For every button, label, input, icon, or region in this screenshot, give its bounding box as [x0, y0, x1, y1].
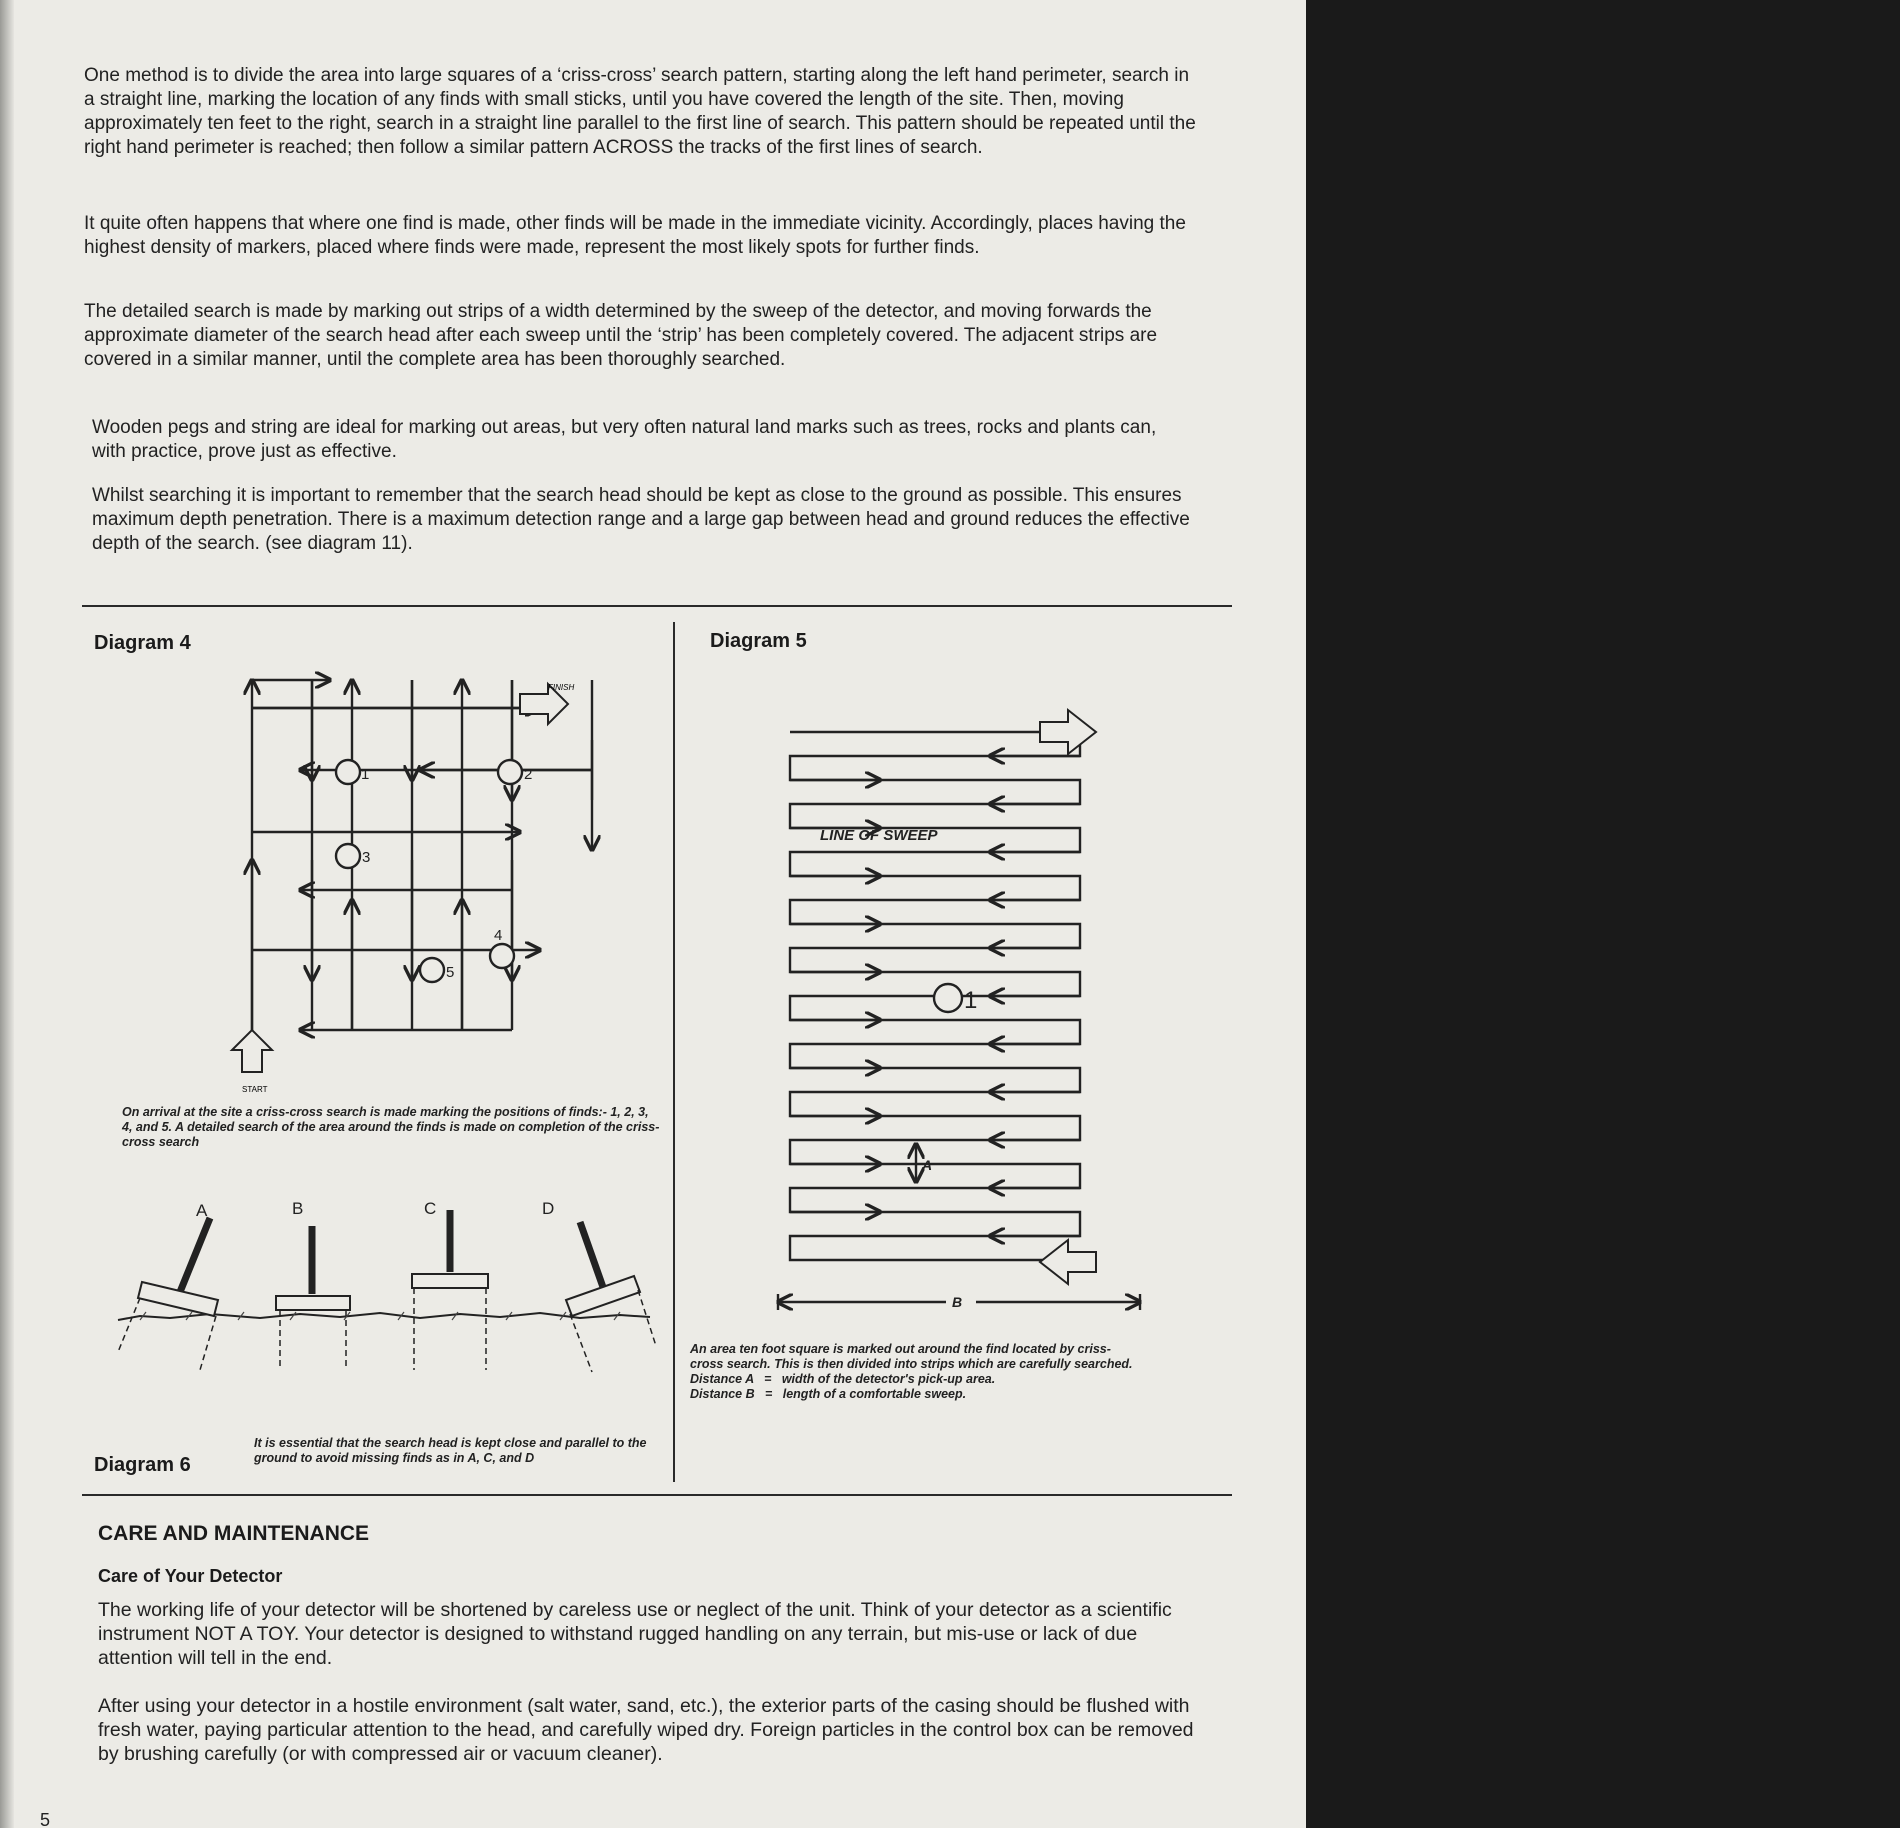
- diagram-5-label: Diagram 5: [710, 630, 807, 652]
- diagram-6-label: Diagram 6: [94, 1454, 191, 1476]
- distance-b-label: B: [952, 1294, 963, 1310]
- find-label-3: 3: [362, 849, 371, 866]
- diagram-5-caption-line: Distance A = width of the detector's pick-up area.: [690, 1372, 996, 1386]
- find-label-2: 2: [524, 766, 533, 783]
- paragraph-search-head-height: Whilst searching it is important to remember that the search head should be kept as close to the ground as possible. This ensures maximum depth penetration. There is a maximum detection range and a large gap between head and ground reduces the effective depth of the search. (see diagram 11).: [92, 485, 1190, 554]
- paragraph-marking-out: Wooden pegs and string are ideal for marking out areas, but very often natural land marks such as trees, rocks and plants can, with practice, prove just as effective.: [92, 417, 1157, 462]
- page-number: 5: [40, 1810, 51, 1828]
- find-label-1: 1: [361, 766, 370, 783]
- find-label-4: 4: [494, 927, 503, 944]
- finish-label: FINISH: [548, 683, 575, 692]
- detector-d: [566, 1222, 656, 1372]
- subsection-heading: Care of Your Detector: [98, 1566, 283, 1586]
- detector-a: [118, 1218, 218, 1370]
- diagram-5-find-label: 1: [964, 987, 978, 1014]
- paragraph-detailed-search: The detailed search is made by marking out strips of a width determined by the sweep of the detector, and moving forwards the approximate diameter of the search head after each sweep until the ‘strip’ has been completely covered. The adjacent strips are covered in a similar manner, until the complete area has been thoroughly searched.: [84, 301, 1158, 370]
- start-label: START: [242, 1085, 268, 1094]
- find-label-5: 5: [446, 964, 455, 981]
- paragraph-finds-vicinity: It quite often happens that where one find is made, other finds will be made in the immediate vicinity. Accordingly, places having the highest density of markers, placed where finds were made, represent the most likely spots for further finds.: [84, 213, 1186, 258]
- position-b-label: B: [292, 1199, 304, 1218]
- diagram-6-caption: It is essential that the search head is kept close and parallel to the ground to avoid missing finds as in A, C, and D: [254, 1436, 647, 1465]
- section-heading: CARE AND MAINTENANCE: [98, 1522, 370, 1545]
- paragraph-cleaning: After using your detector in a hostile environment (salt water, sand, etc.), the exterior parts of the casing should be flushed with fresh water, paying particular attention to the head, and carefully wiped dry. Foreign particles in the control box can be removed by brushing carefully (or with compressed air or vacuum cleaner).: [98, 1695, 1194, 1765]
- diagram-5-caption-line: An area ten foot square is marked out around the find located by criss-: [690, 1342, 1111, 1356]
- detector-c: [412, 1210, 488, 1370]
- detector-b: [276, 1226, 350, 1370]
- position-c-label: C: [424, 1199, 437, 1218]
- diagram-5-caption-line: cross search. This is then divided into strips which are carefully searched.: [690, 1357, 1133, 1371]
- diagram-5-caption-line: Distance B = length of a comfortable sweep.: [690, 1387, 967, 1401]
- position-d-label: D: [542, 1199, 555, 1218]
- line-of-sweep-label: LINE OF SWEEP: [820, 827, 938, 844]
- paragraph-criss-cross-method: One method is to divide the area into large squares of a ‘criss-cross’ search pattern, starting along the left hand perimeter, search in a straight line, marking the location of any finds with small sticks, until you have covered the length of the site. Then, moving approximately ten feet to the right, search in a straight line parallel to the first line of search. This pattern should be repeated until the right hand perimeter is reached; then follow a similar pattern ACROSS the tracks of the first lines of search.: [84, 65, 1196, 158]
- diagram-4-caption: On arrival at the site a criss-cross search is made marking the positions of finds:- 1, 2, 3, 4, and 5. A detailed search of the area around the finds is made on completion of the criss-cross search: [122, 1105, 660, 1149]
- diagram-4-label: Diagram 4: [94, 632, 191, 654]
- position-a-label: A: [196, 1201, 208, 1220]
- paragraph-detector-care: The working life of your detector will be shortened by careless use or neglect of the unit. Think of your detector as a scientific instrument NOT A TOY. Your detector is designed to withstand rugged handling on any terrain, but mis-use or lack of due attention will tell in the end.: [98, 1599, 1172, 1669]
- distance-a-label: A: [922, 1157, 933, 1173]
